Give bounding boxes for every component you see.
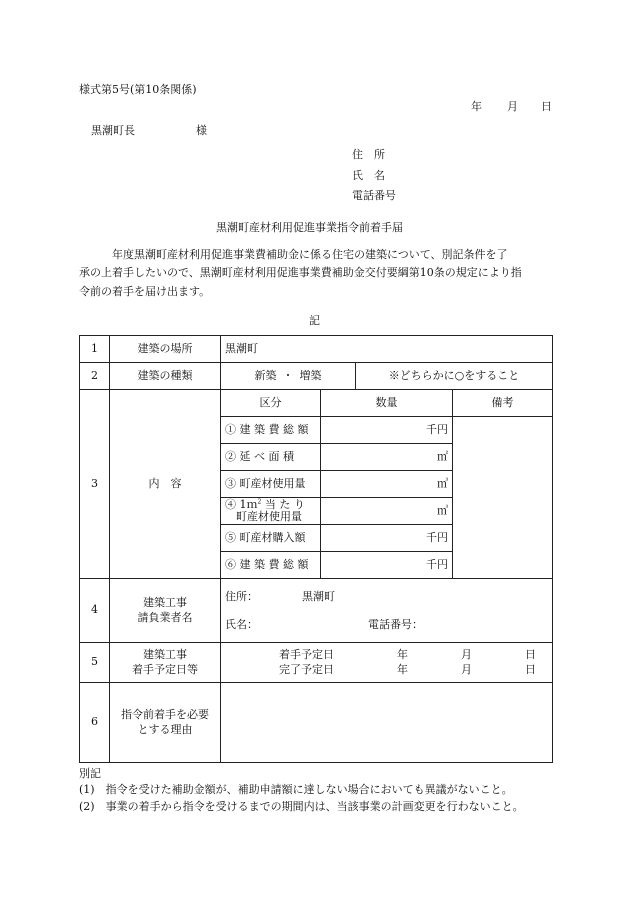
col-header-category: 区分 xyxy=(221,390,321,417)
contractor-info xyxy=(221,579,553,643)
item-label-per-area: ④ 1ｍ$^2$ 当 た り 町産材使用量 xyxy=(221,498,321,525)
building-type-options xyxy=(221,363,356,390)
table-row-schedule xyxy=(80,643,553,683)
item-label: ① 建 築 費 総 額 xyxy=(221,417,321,444)
table-row-contents-header xyxy=(80,390,553,417)
col-header-remarks: 備考 xyxy=(453,390,553,417)
document-title: 黒潮町産材利用促進事業指令前着手届 xyxy=(216,221,403,234)
start-date-label: 着手予定日 xyxy=(279,647,334,661)
row-number: 3 xyxy=(80,390,110,579)
item-unit: 千円 xyxy=(321,417,453,444)
row-label-location: 建築の場所 xyxy=(110,336,221,363)
row-number: 4 xyxy=(80,579,110,643)
body-line-1: 年度黒潮町産材利用促進事業費補助金に係る住宅の建築について、別記条件を了 xyxy=(79,248,508,261)
item-unit: 千円 xyxy=(321,525,453,552)
item-unit: ㎡ xyxy=(321,444,453,471)
contractor-name-label: 氏名： xyxy=(225,618,258,632)
body-line-3: 令前の着手を届け出ます。 xyxy=(79,285,211,298)
form-number: 様式第5号(第10条関係) xyxy=(79,83,197,96)
applicant-phone-label: 電話番号 xyxy=(352,189,396,202)
row-label-schedule: 建築工事 着手予定日等 xyxy=(110,643,221,683)
form-table xyxy=(79,335,553,763)
item-label: ③ 町産材使用量 xyxy=(221,471,321,498)
row-label-contractor: 建築工事 請負業者名 xyxy=(110,579,221,643)
contractor-address-value: 黒潮町 xyxy=(302,590,335,604)
table-row-location xyxy=(80,336,553,363)
appendix-item-1: (1) 指令を受けた補助金額が、補助申請額に達しない場合においても異議がないこと。 xyxy=(79,783,513,796)
honorific: 様 xyxy=(196,124,207,137)
option-separator: ・ xyxy=(282,368,294,382)
date-day-label: 日 xyxy=(541,100,552,113)
item-label: ⑥ 建 築 費 総 額 xyxy=(221,552,321,579)
row-number: 1 xyxy=(80,336,110,363)
table-row-contractor xyxy=(80,579,553,643)
date-year-label: 年 xyxy=(471,100,482,113)
end-year: 年 xyxy=(397,662,408,676)
option-extension: 増築 xyxy=(299,368,322,382)
col-header-amount: 数量 xyxy=(321,390,453,417)
start-day: 日 xyxy=(525,647,536,661)
item-unit: ㎥ xyxy=(321,498,453,525)
appendix-title: 別記 xyxy=(79,767,101,780)
applicant-name-label: 氏 名 xyxy=(352,169,385,182)
ki-heading: 記 xyxy=(309,314,320,327)
applicant-address-label: 住 所 xyxy=(352,148,385,161)
contractor-address-label: 住所： xyxy=(225,590,258,604)
end-month: 月 xyxy=(461,662,472,676)
row-label-contents: 内 容 xyxy=(110,390,221,579)
remarks-cell xyxy=(453,417,553,579)
option-new: 新築 xyxy=(254,368,277,382)
contractor-phone-label: 電話番号： xyxy=(368,618,423,632)
addressee: 黒潮町長 xyxy=(91,124,135,137)
row-number: 5 xyxy=(80,643,110,683)
item-unit: 千円 xyxy=(321,552,453,579)
appendix-item-2: (2) 事業の着手から指令を受けるまでの期間内は、当該事業の計画変更を行わないこと。 xyxy=(79,800,524,813)
table-row-reason xyxy=(80,683,553,763)
body-line-2: 承の上着手したいので、黒潮町産材利用促進事業費補助金交付要綱第10条の規定により指 xyxy=(79,266,522,279)
row-number: 6 xyxy=(80,683,110,763)
row-label-reason: 指令前着手を必要 とする理由 xyxy=(110,683,221,763)
date-month-label: 月 xyxy=(507,100,518,113)
item-unit: ㎥ xyxy=(321,471,453,498)
location-value: 黒潮町 xyxy=(221,336,553,363)
reason-field xyxy=(221,683,553,763)
end-day: 日 xyxy=(525,662,536,676)
row-label-building-type: 建築の種類 xyxy=(110,363,221,390)
end-date-label: 完了予定日 xyxy=(279,662,334,676)
building-type-note: ※どちらかに○をすること xyxy=(356,363,553,390)
table-row-building-type xyxy=(80,363,553,390)
item-label: ② 延 べ 面 積 xyxy=(221,444,321,471)
schedule-info xyxy=(221,643,553,683)
start-year: 年 xyxy=(397,647,408,661)
start-month: 月 xyxy=(461,647,472,661)
row-number: 2 xyxy=(80,363,110,390)
item-label: ⑤ 町産材購入額 xyxy=(221,525,321,552)
